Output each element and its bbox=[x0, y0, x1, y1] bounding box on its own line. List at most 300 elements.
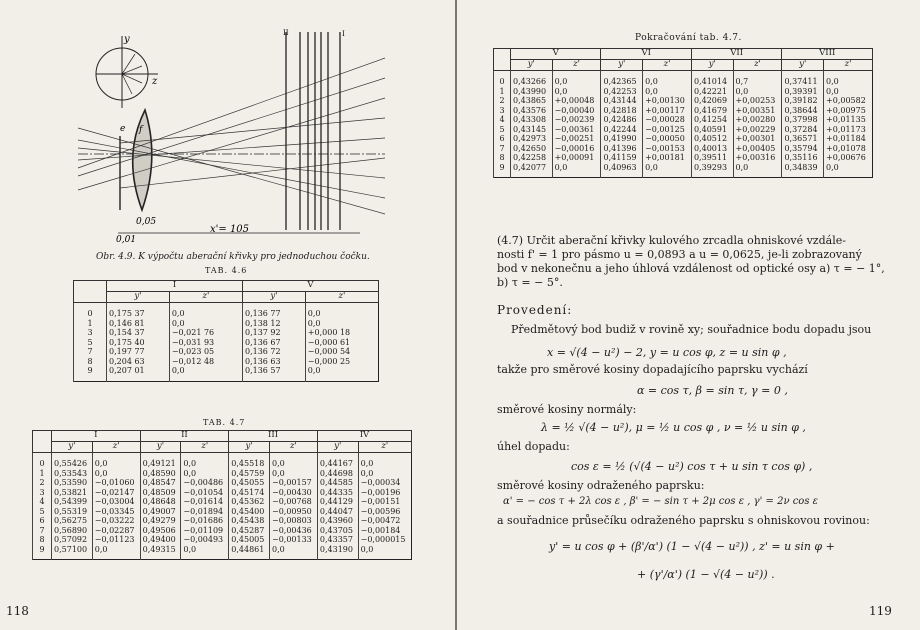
table-cell: 0,44335 bbox=[317, 488, 358, 498]
table-cell: 0,45400 bbox=[229, 507, 270, 517]
dimension-105: x'= 105 bbox=[210, 224, 250, 235]
table-cell: 0,0 bbox=[181, 545, 229, 560]
row-index: 0 bbox=[494, 71, 511, 87]
row-index: 3 bbox=[74, 328, 107, 338]
table-4-7-body bbox=[33, 453, 412, 560]
table-cell: 0,44167 bbox=[317, 453, 358, 469]
table-cell: 0,45759 bbox=[229, 469, 270, 479]
table-cell: −0,00430 bbox=[269, 488, 317, 498]
column-header: z' bbox=[733, 60, 782, 71]
table-cell: 0,45518 bbox=[229, 453, 270, 469]
table-cell: −0,00472 bbox=[358, 516, 411, 526]
column-header: z' bbox=[169, 292, 242, 303]
table-cell: 0,0 bbox=[824, 71, 873, 87]
table-cell: 0,39182 bbox=[782, 96, 824, 106]
table-cell: 0,43144 bbox=[601, 96, 643, 106]
table-row bbox=[33, 469, 412, 479]
table-cell: −0,00768 bbox=[269, 497, 317, 507]
table-cell: 0,43576 bbox=[511, 106, 553, 116]
table-cell: 0,45005 bbox=[229, 535, 270, 545]
table-cell: −0,000 54 bbox=[305, 347, 378, 357]
table-4-7-continued bbox=[493, 48, 873, 178]
row-index: 1 bbox=[33, 469, 52, 479]
table-4-7-title: TAB. 4.7 bbox=[203, 418, 246, 427]
table-cell: 0,43145 bbox=[511, 125, 553, 135]
table-cell: −0,00196 bbox=[358, 488, 411, 498]
table-cell: −0,00151 bbox=[358, 497, 411, 507]
table-cell: 0,42486 bbox=[601, 115, 643, 125]
table-cell: 0,48547 bbox=[140, 478, 181, 488]
table-cell: +0,00582 bbox=[824, 96, 873, 106]
table-cell: 0,39511 bbox=[691, 153, 733, 163]
table-cell: 0,42258 bbox=[511, 153, 553, 163]
table-row bbox=[33, 507, 412, 517]
table-cell: −0,01614 bbox=[181, 497, 229, 507]
lens-label-e: e bbox=[120, 124, 126, 134]
table-cell: 0,45362 bbox=[229, 497, 270, 507]
table-cell: 0,42244 bbox=[601, 125, 643, 135]
table-cell: 0,49279 bbox=[140, 516, 181, 526]
table-cell: 0,0 bbox=[643, 163, 692, 178]
table-cell: +0,00253 bbox=[733, 96, 782, 106]
table-cell: −0,00361 bbox=[552, 125, 601, 135]
table-cell: 0,0 bbox=[552, 87, 601, 97]
page-number: 119 bbox=[869, 604, 892, 618]
table-cell: 0,56275 bbox=[52, 516, 93, 526]
table-cell: −0,00596 bbox=[358, 507, 411, 517]
image-planes bbox=[286, 32, 340, 230]
table-cell: −0,00050 bbox=[643, 134, 692, 144]
column-header: y' bbox=[107, 292, 170, 303]
plane-label-left: II bbox=[283, 29, 289, 37]
group-header: V bbox=[511, 49, 601, 60]
row-index: 7 bbox=[74, 347, 107, 357]
table-cell: 0,48648 bbox=[140, 497, 181, 507]
table-cell: 0,136 63 bbox=[242, 357, 305, 367]
table-cell: 0,43266 bbox=[511, 71, 553, 87]
row-index: 5 bbox=[74, 338, 107, 348]
table-4-6-body bbox=[74, 303, 379, 382]
table-cell: 0,41396 bbox=[601, 144, 643, 154]
group-header: I bbox=[107, 281, 243, 292]
table-cell: 0,7 bbox=[733, 71, 782, 87]
table-cell: 0,44861 bbox=[229, 545, 270, 560]
table-cell: 0,136 72 bbox=[242, 347, 305, 357]
table-cell: 0,53821 bbox=[52, 488, 93, 498]
table-cell: 0,0 bbox=[552, 163, 601, 178]
table-cell: 0,0 bbox=[358, 545, 411, 560]
table-cell: −0,021 76 bbox=[169, 328, 242, 338]
table-cell: 0,39293 bbox=[691, 163, 733, 178]
row-index: 4 bbox=[33, 497, 52, 507]
table-cell: −0,00436 bbox=[269, 526, 317, 536]
lens-ray-diagram bbox=[60, 28, 390, 248]
table-cell: −0,00493 bbox=[181, 535, 229, 545]
table-cell: 0,44129 bbox=[317, 497, 358, 507]
table-cell: 0,40963 bbox=[601, 163, 643, 178]
table-cell: 0,44698 bbox=[317, 469, 358, 479]
table-row bbox=[74, 338, 379, 348]
row-index: 6 bbox=[33, 516, 52, 526]
right-page bbox=[457, 0, 920, 630]
table-cell: 0,43960 bbox=[317, 516, 358, 526]
table-cell: 0,42069 bbox=[691, 96, 733, 106]
table-cell: 0,34839 bbox=[782, 163, 824, 178]
row-index: 7 bbox=[494, 144, 511, 154]
column-header: y' bbox=[511, 60, 553, 71]
problem-line: b) τ = − 5°. bbox=[497, 276, 563, 289]
table-cell: 0,37411 bbox=[782, 71, 824, 87]
table-cell: 0,37998 bbox=[782, 115, 824, 125]
row-index: 8 bbox=[33, 535, 52, 545]
table-row bbox=[74, 347, 379, 357]
table-cell: 0,40591 bbox=[691, 125, 733, 135]
derivation-text: směrové kosiny odraženého paprsku: bbox=[497, 479, 705, 492]
table-cell: −0,00157 bbox=[269, 478, 317, 488]
table-cell: 0,57100 bbox=[52, 545, 93, 560]
table-cell: −0,00803 bbox=[269, 516, 317, 526]
column-header: z' bbox=[181, 442, 229, 453]
table-cell: 0,42253 bbox=[601, 87, 643, 97]
table-cell: −0,00028 bbox=[643, 115, 692, 125]
table-cell: 0,43990 bbox=[511, 87, 553, 97]
column-header: z' bbox=[643, 60, 692, 71]
table-cell: 0,37284 bbox=[782, 125, 824, 135]
table-cell: 0,41990 bbox=[601, 134, 643, 144]
table-cell: 0,55426 bbox=[52, 453, 93, 469]
equation-intersection-z: + (γ'/α') (1 − √(4 − u²)) . bbox=[637, 568, 775, 581]
table-row bbox=[494, 134, 873, 144]
table-cell: 0,57092 bbox=[52, 535, 93, 545]
table-cell: 0,0 bbox=[733, 87, 782, 97]
table-cell: +0,00405 bbox=[733, 144, 782, 154]
table-cell: 0,56890 bbox=[52, 526, 93, 536]
row-index: 7 bbox=[33, 526, 52, 536]
table-row bbox=[74, 303, 379, 319]
row-index: 8 bbox=[494, 153, 511, 163]
table-cell: 0,0 bbox=[305, 366, 378, 381]
table-4-7-continued-body bbox=[494, 71, 873, 178]
table-cell: 0,48590 bbox=[140, 469, 181, 479]
derivation-intro: Předmětový bod budiž v rovině xy; souřadnice bodu dopadu jsou bbox=[511, 323, 872, 336]
table-cell: 0,38644 bbox=[782, 106, 824, 116]
table-cell: −0,023 05 bbox=[169, 347, 242, 357]
table-cell: +0,00280 bbox=[733, 115, 782, 125]
group-header: I bbox=[52, 431, 141, 442]
table-cell: 0,41679 bbox=[691, 106, 733, 116]
row-index: 1 bbox=[74, 319, 107, 329]
table-cell: 0,0 bbox=[181, 453, 229, 469]
column-header: z' bbox=[305, 292, 378, 303]
table-row bbox=[33, 545, 412, 560]
table-row bbox=[494, 87, 873, 97]
table-cell: 0,42365 bbox=[601, 71, 643, 87]
table-cell: 0,0 bbox=[269, 545, 317, 560]
table-row bbox=[494, 115, 873, 125]
table-cell: −0,03345 bbox=[92, 507, 140, 517]
continuation-title: Pokračování tab. 4.7. bbox=[635, 33, 742, 43]
column-header: z' bbox=[552, 60, 601, 71]
table-cell: 0,41014 bbox=[691, 71, 733, 87]
table-cell: 0,45287 bbox=[229, 526, 270, 536]
table-cell: +0,01184 bbox=[824, 134, 873, 144]
table-cell: 0,136 57 bbox=[242, 366, 305, 381]
table-4-7 bbox=[32, 430, 412, 560]
group-header: VI bbox=[601, 49, 691, 60]
problem-line: nosti f' = 1 pro pásmo u = 0,0893 a u = 0,0625, je-li zobrazovaný bbox=[497, 248, 862, 261]
table-cell: 0,0 bbox=[269, 453, 317, 469]
ray-index-spoke bbox=[122, 54, 135, 74]
table-row bbox=[33, 478, 412, 488]
column-header: y' bbox=[691, 60, 733, 71]
group-header: IV bbox=[317, 431, 411, 442]
row-index: 5 bbox=[33, 507, 52, 517]
table-cell: 0,53590 bbox=[52, 478, 93, 488]
dimension-005: 0,05 bbox=[136, 217, 157, 227]
lens-label-f: f bbox=[139, 125, 143, 135]
section-heading: Provedení: bbox=[497, 303, 573, 317]
table-cell: +0,00301 bbox=[733, 134, 782, 144]
group-header: V bbox=[242, 281, 378, 292]
column-header: y' bbox=[140, 442, 181, 453]
table-cell: −0,03004 bbox=[92, 497, 140, 507]
row-index: 2 bbox=[494, 96, 511, 106]
z-axis-label: z bbox=[152, 76, 158, 87]
table-cell: 0,41159 bbox=[601, 153, 643, 163]
dimension-001: 0,01 bbox=[116, 235, 137, 245]
table-cell: 0,138 12 bbox=[242, 319, 305, 329]
table-cell: 0,0 bbox=[552, 71, 601, 87]
group-header: II bbox=[140, 431, 229, 442]
row-index: 1 bbox=[494, 87, 511, 97]
derivation-text: úhel dopadu: bbox=[497, 440, 570, 453]
table-corner bbox=[33, 431, 52, 453]
column-header: y' bbox=[601, 60, 643, 71]
figure-caption: Obr. 4.9. K výpočtu aberační křivky pro jednoduchou čočku. bbox=[96, 252, 370, 262]
table-cell: +0,00130 bbox=[643, 96, 692, 106]
table-cell: −0,03222 bbox=[92, 516, 140, 526]
table-cell: 0,0 bbox=[733, 163, 782, 178]
table-cell: 0,0 bbox=[643, 87, 692, 97]
table-cell: 0,0 bbox=[92, 453, 140, 469]
table-cell: 0,43190 bbox=[317, 545, 358, 560]
row-index: 3 bbox=[33, 488, 52, 498]
table-row bbox=[33, 488, 412, 498]
table-row bbox=[33, 535, 412, 545]
rays bbox=[78, 58, 385, 214]
column-header: y' bbox=[782, 60, 824, 71]
table-cell: 0,207 01 bbox=[107, 366, 170, 381]
equation-incidence-point: x = √(4 − u²) − 2, y = u cos φ, z = u sin φ , bbox=[547, 346, 787, 359]
table-cell: 0,42818 bbox=[601, 106, 643, 116]
table-4-6-title: TAB. 4.6 bbox=[205, 266, 248, 275]
ray-index-spoke bbox=[122, 74, 132, 94]
table-cell: 0,40512 bbox=[691, 134, 733, 144]
table-cell: 0,175 37 bbox=[107, 303, 170, 319]
column-header: z' bbox=[269, 442, 317, 453]
page-number: 118 bbox=[6, 604, 29, 618]
problem-statement bbox=[497, 234, 917, 290]
table-row bbox=[33, 526, 412, 536]
table-cell: 0,0 bbox=[358, 469, 411, 479]
table-cell: 0,45438 bbox=[229, 516, 270, 526]
row-index: 6 bbox=[494, 134, 511, 144]
table-cell: −0,00125 bbox=[643, 125, 692, 135]
table-cell: −0,01054 bbox=[181, 488, 229, 498]
table-cell: 0,41254 bbox=[691, 115, 733, 125]
table-corner bbox=[494, 49, 511, 71]
table-cell: +0,000 18 bbox=[305, 328, 378, 338]
table-row bbox=[494, 144, 873, 154]
table-cell: 0,39391 bbox=[782, 87, 824, 97]
column-header: z' bbox=[92, 442, 140, 453]
table-cell: −0,01109 bbox=[181, 526, 229, 536]
row-index: 8 bbox=[74, 357, 107, 367]
derivation-text: směrové kosiny normály: bbox=[497, 403, 637, 416]
column-header: z' bbox=[824, 60, 873, 71]
derivation-text: a souřadnice průsečíku odraženého paprsku s ohniskovou rovinou: bbox=[497, 514, 870, 527]
table-cell: +0,01173 bbox=[824, 125, 873, 135]
table-cell: 0,0 bbox=[824, 163, 873, 178]
ray-index-spoke bbox=[122, 74, 142, 83]
table-cell: −0,01894 bbox=[181, 507, 229, 517]
table-cell: 0,48509 bbox=[140, 488, 181, 498]
problem-line: bod v nekonečnu a jeho úhlová vzdálenost od optické osy a) τ = − 1°, bbox=[497, 262, 885, 275]
table-cell: 0,0 bbox=[269, 469, 317, 479]
equation-angle-of-incidence: cos ε = ½ (√(4 − u²) cos τ + u sin τ cos φ) , bbox=[571, 460, 813, 473]
table-cell: 0,0 bbox=[169, 303, 242, 319]
table-cell: 0,42650 bbox=[511, 144, 553, 154]
table-cell: +0,00181 bbox=[643, 153, 692, 163]
table-cell: 0,43865 bbox=[511, 96, 553, 106]
table-row bbox=[494, 71, 873, 87]
table-cell: −0,01123 bbox=[92, 535, 140, 545]
row-index: 9 bbox=[74, 366, 107, 381]
table-cell: +0,00048 bbox=[552, 96, 601, 106]
row-index: 9 bbox=[33, 545, 52, 560]
table-cell: 0,154 37 bbox=[107, 328, 170, 338]
table-cell: −0,02147 bbox=[92, 488, 140, 498]
table-cell: 0,42221 bbox=[691, 87, 733, 97]
table-cell: −0,00040 bbox=[552, 106, 601, 116]
table-cell: −0,00486 bbox=[181, 478, 229, 488]
equation-normal-cosines: λ = ½ √(4 − u²), μ = ½ u cos φ , ν = ½ u sin φ , bbox=[541, 421, 806, 434]
group-header: VIII bbox=[782, 49, 873, 60]
table-cell: −0,01060 bbox=[92, 478, 140, 488]
table-cell: 0,43308 bbox=[511, 115, 553, 125]
table-cell: 0,54399 bbox=[52, 497, 93, 507]
table-cell: +0,00117 bbox=[643, 106, 692, 116]
table-4-6 bbox=[73, 280, 379, 382]
equation-intersection-y: y' = u cos φ + (β'/α') (1 − √(4 − u²)) , z' = u sin φ + bbox=[549, 540, 835, 553]
table-cell: 0,197 77 bbox=[107, 347, 170, 357]
table-cell: +0,00676 bbox=[824, 153, 873, 163]
table-cell: 0,0 bbox=[181, 469, 229, 479]
table-cell: −0,000015 bbox=[358, 535, 411, 545]
table-corner bbox=[74, 281, 107, 303]
table-cell: +0,00316 bbox=[733, 153, 782, 163]
table-cell: 0,49400 bbox=[140, 535, 181, 545]
table-row bbox=[494, 106, 873, 116]
table-row bbox=[33, 516, 412, 526]
group-header: III bbox=[229, 431, 318, 442]
table-cell: −0,02287 bbox=[92, 526, 140, 536]
table-cell: +0,00229 bbox=[733, 125, 782, 135]
table-cell: +0,00975 bbox=[824, 106, 873, 116]
table-cell: 0,44047 bbox=[317, 507, 358, 517]
table-cell: 0,137 92 bbox=[242, 328, 305, 338]
table-cell: +0,00091 bbox=[552, 153, 601, 163]
row-index: 4 bbox=[494, 115, 511, 125]
equation-incident-cosines: α = cos τ, β = sin τ, γ = 0 , bbox=[637, 384, 788, 397]
derivation-text: takže pro směrové kosiny dopadajícího paprsku vychází bbox=[497, 363, 808, 376]
table-cell: 0,49315 bbox=[140, 545, 181, 560]
table-cell: −0,031 93 bbox=[169, 338, 242, 348]
table-cell: 0,42077 bbox=[511, 163, 553, 178]
table-row bbox=[494, 96, 873, 106]
table-row bbox=[494, 163, 873, 178]
table-cell: 0,0 bbox=[305, 319, 378, 329]
table-cell: −0,012 48 bbox=[169, 357, 242, 367]
table-cell: −0,00184 bbox=[358, 526, 411, 536]
table-row bbox=[74, 357, 379, 367]
table-cell: 0,0 bbox=[92, 545, 140, 560]
table-cell: +0,00351 bbox=[733, 106, 782, 116]
table-cell: 0,42973 bbox=[511, 134, 553, 144]
table-cell: −0,00251 bbox=[552, 134, 601, 144]
table-cell: 0,0 bbox=[643, 71, 692, 87]
table-cell: 0,36571 bbox=[782, 134, 824, 144]
table-cell: 0,49121 bbox=[140, 453, 181, 469]
table-cell: 0,35794 bbox=[782, 144, 824, 154]
table-cell: 0,0 bbox=[92, 469, 140, 479]
table-cell: 0,0 bbox=[358, 453, 411, 469]
table-cell: −0,000 25 bbox=[305, 357, 378, 367]
table-cell: 0,146 81 bbox=[107, 319, 170, 329]
table-row bbox=[33, 497, 412, 507]
table-cell: 0,53543 bbox=[52, 469, 93, 479]
table-cell: 0,44585 bbox=[317, 478, 358, 488]
y-axis-label: y bbox=[124, 34, 130, 45]
row-index: 9 bbox=[494, 163, 511, 178]
table-cell: −0,000 61 bbox=[305, 338, 378, 348]
table-cell: 0,136 67 bbox=[242, 338, 305, 348]
table-cell: −0,00950 bbox=[269, 507, 317, 517]
row-index: 0 bbox=[74, 303, 107, 319]
table-row bbox=[74, 328, 379, 338]
table-cell: −0,01686 bbox=[181, 516, 229, 526]
left-page bbox=[0, 0, 455, 630]
table-cell: 0,45055 bbox=[229, 478, 270, 488]
table-row bbox=[494, 153, 873, 163]
table-cell: 0,0 bbox=[305, 303, 378, 319]
equation-reflected-cosines: α' = − cos τ + 2λ cos ε , β' = − sin τ + 2μ cos ε , γ' = 2ν cos ε bbox=[503, 496, 819, 507]
column-header: y' bbox=[242, 292, 305, 303]
table-cell: +0,01078 bbox=[824, 144, 873, 154]
table-cell: 0,35116 bbox=[782, 153, 824, 163]
group-header: VII bbox=[691, 49, 781, 60]
row-index: 0 bbox=[33, 453, 52, 469]
table-cell: 0,175 40 bbox=[107, 338, 170, 348]
table-cell: 0,40013 bbox=[691, 144, 733, 154]
row-index: 3 bbox=[494, 106, 511, 116]
plane-label-right: I bbox=[342, 30, 345, 38]
table-cell: −0,00239 bbox=[552, 115, 601, 125]
row-index: 2 bbox=[33, 478, 52, 488]
problem-line: (4.7) Určit aberační křivky kulového zrcadla ohniskové vzdále- bbox=[497, 234, 846, 247]
table-row bbox=[33, 453, 412, 469]
table-cell: 0,204 63 bbox=[107, 357, 170, 367]
